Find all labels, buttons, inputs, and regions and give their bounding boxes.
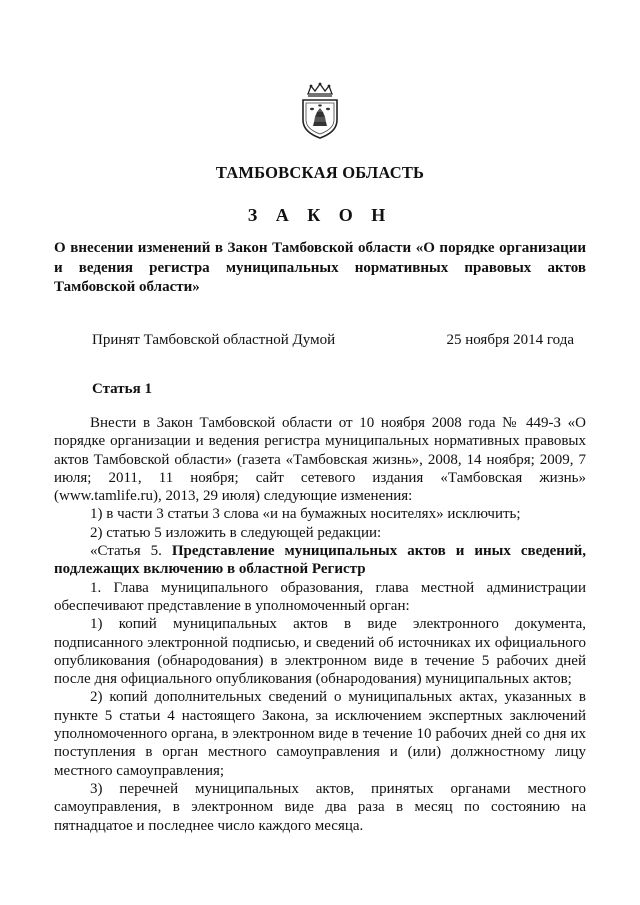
adoption-date: 25 ноября 2014 года — [446, 332, 574, 348]
list-item: 2) копий дополнительных сведений о муниципальных актах, указанных в пункте 5 статьи 4 настоящего Закона, за исключением экспертных заключений уполномоченного органа, в электронном виде в течение 10 рабочих дней со дня их поступления в орган местного самоуправления и (или) должностному лицу местного самоуправления; — [54, 689, 586, 779]
region-name: ТАМБОВСКАЯ ОБЛАСТЬ — [215, 163, 425, 182]
paragraph: 1) в части 3 статьи 3 слова «и на бумажных носителях» исключить; — [90, 506, 521, 523]
quote-prefix: «Статья 5. — [90, 543, 172, 560]
quote-heading: Представление муниципальных актов и иных сведений, подлежащих включению в областной Регистр — [54, 543, 586, 578]
list-item: 3) перечней муниципальных актов, принятых органами местного самоуправления, в электронном виде два раза в месяц по состоянию на пятнадцатое и последнее число каждого месяца. — [54, 780, 586, 834]
article-heading: Статья 1 — [92, 381, 152, 397]
paragraph: Внести в Закон Тамбовской области от 10 ноября 2008 года № 449-З «О порядке организации и ведения регистра муниципальных нормативных правовых актов Тамбовской области» (газета «Тамбовская жизнь», 2008, 14 ноября; 2009, 7 июля; 2011, 11 ноября; сайт сетевого издания «Тамбовская жизнь» (www.tamlife.ru), 2013, 29 июля) следующие изменения: — [54, 415, 586, 505]
list-item: 1) копий муниципальных актов в виде электронного документа, подписанного электронной подписью, и сведений об источниках их официального опубликования (обнародования) в электронном виде в течение 5 рабочих дней после дня официального опубликования (обнародования) муниципальных актов; — [54, 616, 586, 688]
coat-of-arms-emblem-icon — [299, 82, 341, 140]
list-item: 1. Глава муниципального образования, глава местной администрации обеспечивают представление в уполномоченный орган: — [54, 579, 586, 614]
document-type: З А К О Н — [247, 205, 393, 225]
law-title: О внесении изменений в Закон Тамбовской области «О порядке организации и ведения регистра муниципальных нормативных правовых актов Тамбовской области» — [54, 240, 586, 295]
adopted-by: Принят Тамбовской областной Думой — [92, 332, 336, 348]
paragraph: 2) статью 5 изложить в следующей редакции: — [90, 524, 382, 541]
article-body — [54, 414, 586, 835]
quoted-article-heading — [54, 542, 586, 579]
